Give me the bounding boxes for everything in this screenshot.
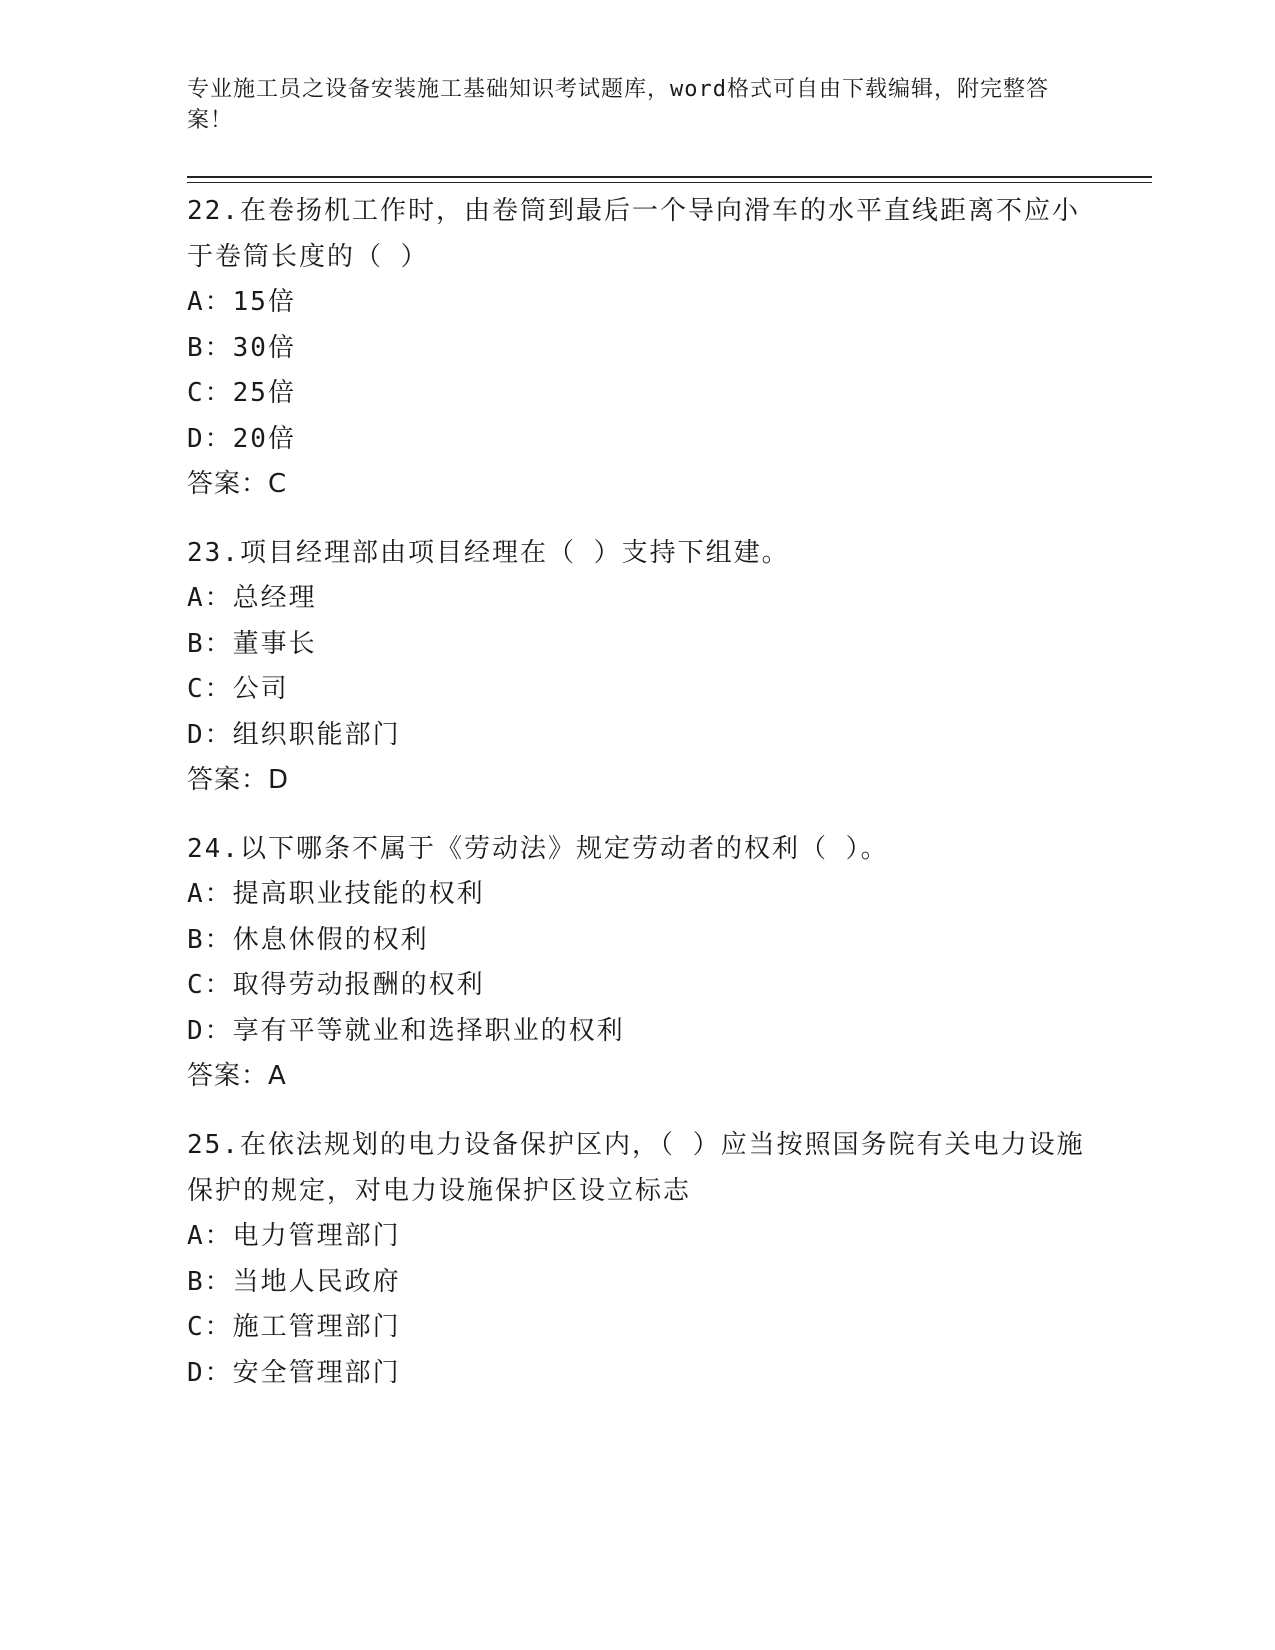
header-divider-thin — [187, 182, 1152, 183]
document-header: 专业施工员之设备安装施工基础知识考试题库，word格式可自由下载编辑，附完整答案！ — [187, 77, 1049, 133]
option-b: B：董事长 — [187, 628, 317, 659]
question-24 — [187, 826, 1087, 1099]
header-divider-thick — [187, 176, 1152, 178]
option-d: D：20倍 — [187, 423, 296, 454]
option-b: B：30倍 — [187, 332, 296, 363]
option-c: C：公司 — [187, 674, 289, 704]
question-25 — [187, 1122, 1087, 1396]
question-stem: 24.以下哪条不属于《劳动法》规定劳动者的权利（ ）。 — [187, 834, 889, 864]
answer: 答案：D — [187, 765, 290, 795]
option-c: C：施工管理部门 — [187, 1312, 401, 1342]
question-stem: 23.项目经理部由项目经理在（ ）支持下组建。 — [187, 538, 790, 568]
option-a: A：提高职业技能的权利 — [187, 879, 485, 909]
option-d: D：享有平等就业和选择职业的权利 — [187, 1015, 625, 1046]
option-a: A：电力管理部门 — [187, 1221, 401, 1251]
question-23 — [187, 530, 1087, 803]
option-d: D：组织职能部门 — [187, 719, 401, 750]
question-stem: 25.在依法规划的电力设备保护区内，（ ）应当按照国务院有关电力设施保护的规定，对电力设施保护区设立标志 — [187, 1130, 1085, 1206]
question-22 — [187, 188, 1087, 507]
option-b: B：休息休假的权利 — [187, 924, 429, 955]
answer: 答案：A — [187, 1061, 287, 1091]
option-c: C：取得劳动报酬的权利 — [187, 970, 485, 1000]
option-c: C：25倍 — [187, 378, 296, 408]
option-a: A：总经理 — [187, 583, 317, 613]
question-stem: 22.在卷扬机工作时，由卷筒到最后一个导向滑车的水平直线距离不应小于卷筒长度的（ ） — [187, 196, 1080, 272]
question-list — [187, 188, 1087, 1419]
option-d: D：安全管理部门 — [187, 1357, 401, 1388]
answer: 答案：C — [187, 469, 288, 499]
option-a: A：15倍 — [187, 287, 296, 317]
option-b: B：当地人民政府 — [187, 1266, 401, 1297]
